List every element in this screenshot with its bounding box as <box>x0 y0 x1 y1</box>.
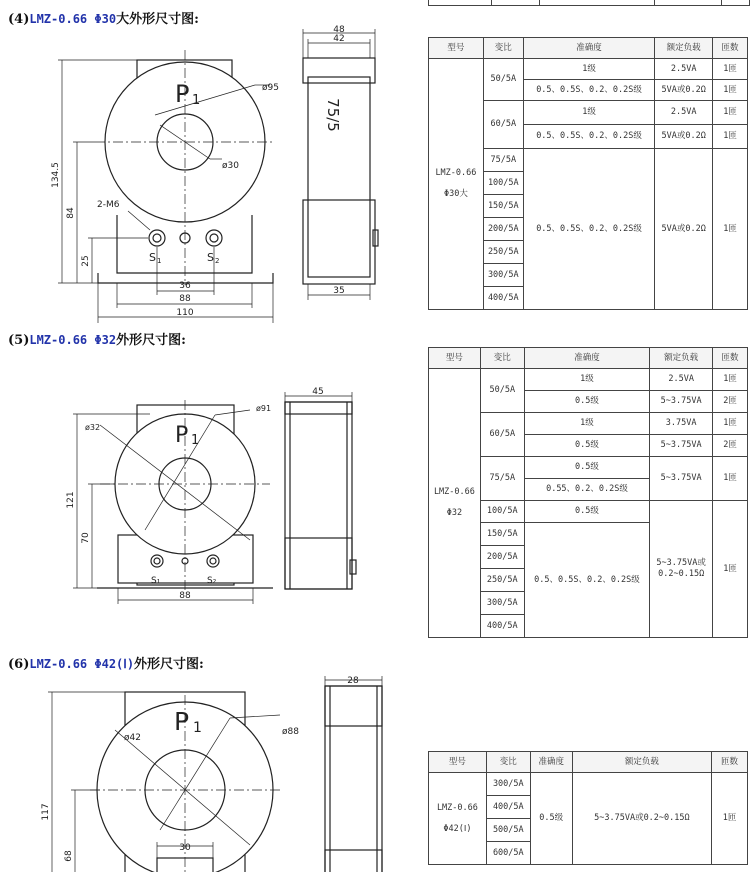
svg-text:121: 121 <box>66 491 76 509</box>
svg-text:134.5: 134.5 <box>51 162 61 188</box>
spec-table-phi32: 型号 变比 准确度 额定负载 匝数 LMZ-0.66 Φ32 50/5A 1级 2.5VA 1匝 0.5级 5~3.75VA 2匝 60/5A 1级 3.75VA 1匝 0.5级 5~3.75VA 2匝 75/5A 0.5级 5~3.75VA 1匝 0.55、0.2、0.2S级 100/5A 0.5级 5~3.75VA或0.2~0.15Ω 1匝 150/5A 0.5、0.5S、0.2、0.2S级 200/5A 250/5A 300/5A 400/5A <box>428 347 748 638</box>
svg-text:25: 25 <box>81 255 91 267</box>
svg-text:ø91: ø91 <box>256 404 272 413</box>
svg-text:ø30: ø30 <box>222 161 239 171</box>
spec-table-phi42: 型号 变比 准确度 额定负载 匝数 LMZ-0.66 Φ42(Ⅰ) 300/5A 0.5级 5~3.75VA或0.2~0.15Ω 1匝 400/5A 500/5A 600/5A <box>428 751 748 865</box>
section-title-4: (4)LMZ-0.66 Φ30大外形尺寸图: <box>8 12 199 27</box>
svg-text:70: 70 <box>81 532 91 544</box>
svg-text:42: 42 <box>333 34 345 44</box>
svg-text:28: 28 <box>347 676 359 686</box>
svg-text:117: 117 <box>41 803 51 821</box>
drawing-phi32 <box>0 380 420 610</box>
drawing-phi42 <box>0 670 420 872</box>
svg-text:68: 68 <box>64 850 74 862</box>
svg-text:ø95: ø95 <box>262 83 279 93</box>
svg-text:S₁: S₁ <box>151 576 161 586</box>
svg-text:88: 88 <box>179 294 191 304</box>
svg-text:1: 1 <box>157 257 162 265</box>
spec-table-phi30: 型号 变比 准确度 额定负载 匝数 LMZ-0.66 Φ30大 50/5A 1级 2.5VA 1匝 0.5、0.5S、0.2、0.2S级 5VA或0.2Ω 1匝 60/5A 1级 2.5VA 1匝 0.5、0.5S、0.2、0.2S级 5VA或0.2Ω 1匝 75/5A 0.5、0.5S、0.2、0.2S级 5VA或0.2Ω 1匝 100/5A 150/5A 200/5A 250/5A 300/5A 400/5A <box>428 37 748 310</box>
svg-text:P: P <box>175 423 189 448</box>
previous-table-bottom <box>428 0 750 6</box>
svg-text:84: 84 <box>66 207 76 219</box>
svg-text:36: 36 <box>179 281 191 291</box>
svg-text:S: S <box>149 251 156 264</box>
svg-text:P: P <box>174 707 190 736</box>
svg-text:ø32: ø32 <box>85 423 101 432</box>
svg-text:35: 35 <box>333 286 345 296</box>
svg-text:2-M6: 2-M6 <box>97 200 120 210</box>
svg-text:S₂: S₂ <box>207 576 217 586</box>
svg-text:30: 30 <box>179 843 191 853</box>
svg-text:S: S <box>207 251 214 264</box>
svg-text:1: 1 <box>191 433 200 448</box>
svg-text:45: 45 <box>312 387 324 397</box>
svg-text:ø42: ø42 <box>124 733 141 743</box>
svg-text:1: 1 <box>193 720 202 736</box>
svg-text:110: 110 <box>176 308 194 318</box>
svg-text:1: 1 <box>192 93 201 108</box>
section-title-5: (5)LMZ-0.66 Φ32外形尺寸图: <box>8 333 186 348</box>
section-title-6: (6)LMZ-0.66 Φ42(Ⅰ)外形尺寸图: <box>8 657 204 672</box>
svg-text:P: P <box>175 80 190 108</box>
svg-text:ø88: ø88 <box>282 727 299 737</box>
svg-text:48: 48 <box>333 25 345 35</box>
svg-text:2: 2 <box>215 257 220 265</box>
drawing-phi30 <box>0 25 420 325</box>
svg-text:88: 88 <box>179 591 191 601</box>
svg-text:75/5: 75/5 <box>324 98 342 132</box>
